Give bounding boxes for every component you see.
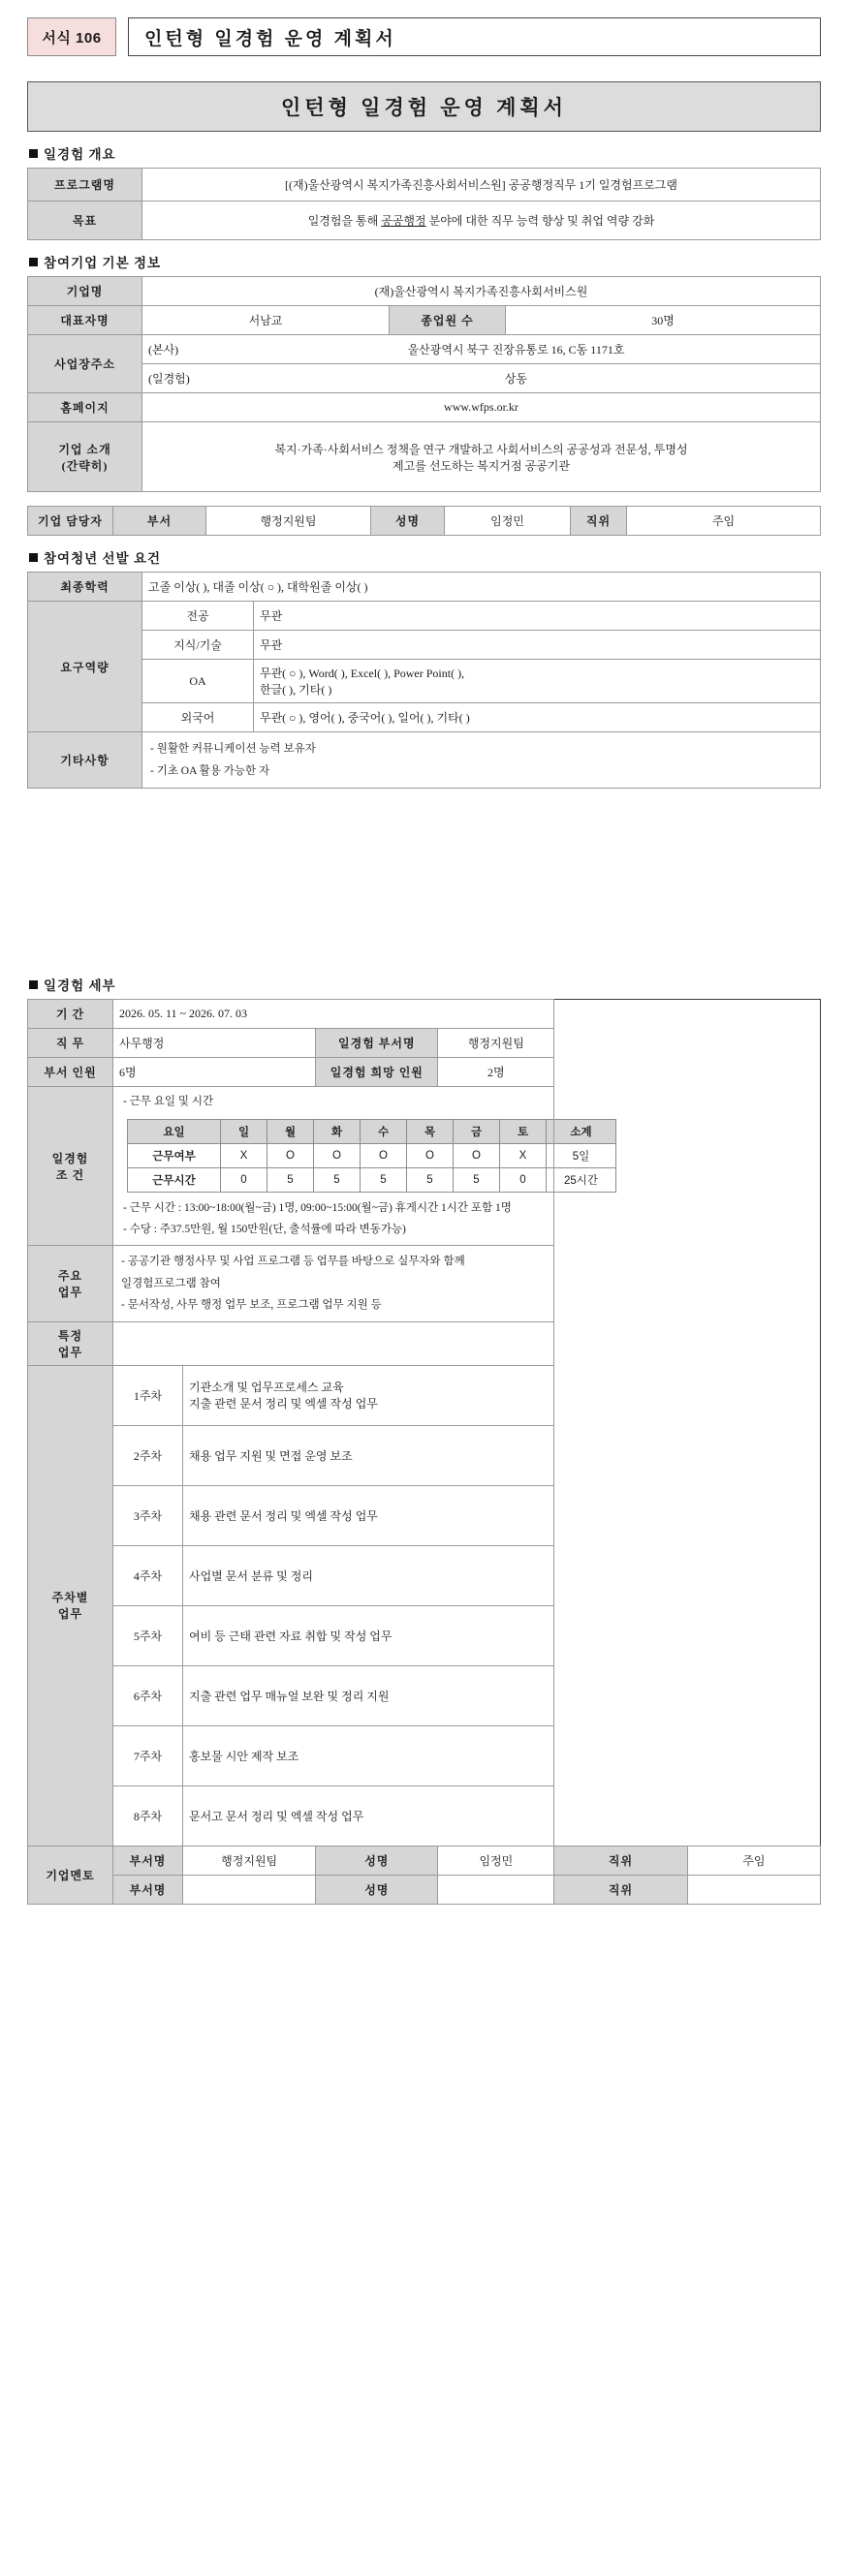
table-row [128, 1119, 616, 1143]
goal-prefix: 일경험을 통해 [307, 214, 379, 228]
conditions-note-2: - 수당 : 주37.5만원, 월 150만원(단, 출석률에 따라 변동가능) [123, 1223, 406, 1235]
desired-headcount-value: 2명 [438, 1058, 554, 1087]
conditions-label-line1: 일경험 [51, 1151, 89, 1165]
table-row [28, 1725, 821, 1785]
mentor-rank-value [687, 1875, 820, 1904]
schedule-header-day: 금 [454, 1119, 500, 1143]
conditions-label-line2: 조 건 [55, 1167, 85, 1182]
period-value: 2026. 05. 11 ~ 2026. 07. 03 [113, 1000, 554, 1029]
employee-count-label: 종업원 수 [390, 306, 506, 335]
language-value: 무관( ○ ), 영어( ), 중국어( ), 일어( ), 기타( ) [254, 703, 821, 732]
schedule-hours-cell: 0 [500, 1167, 547, 1192]
schedule-attendance-cell: O [407, 1143, 454, 1167]
schedule-hours-cell: 5 [361, 1167, 407, 1192]
company-intro-label-line1: 기업 소개 [58, 442, 111, 456]
schedule-header-day: 토 [500, 1119, 547, 1143]
address-site-value: 상동 [504, 372, 528, 386]
education-label: 최종학력 [28, 573, 142, 602]
weekly-task-label [28, 1365, 113, 1846]
table-row [28, 631, 821, 660]
table-row [28, 1875, 821, 1904]
period-label: 기 간 [28, 1000, 113, 1029]
schedule-header-day: 화 [314, 1119, 361, 1143]
weekly-task-line: 홍보물 시안 제작 보조 [189, 1749, 299, 1763]
mentor-rank-value: 주임 [687, 1846, 820, 1875]
weekly-task-description [183, 1725, 554, 1785]
schedule-hours-total: 25시간 [547, 1167, 616, 1192]
dept-headcount-label: 부서 인원 [28, 1058, 113, 1087]
section-heading-youth [29, 547, 821, 567]
table-row [28, 422, 821, 492]
company-info-table [27, 276, 821, 492]
oa-line2: 한글( ), 기타( ) [260, 683, 332, 697]
schedule-header-day: 수 [361, 1119, 407, 1143]
address-hq-label: (본사) [148, 343, 179, 357]
table-row [128, 1143, 616, 1167]
document-header [27, 17, 821, 56]
table-row [28, 202, 821, 240]
knowledge-value: 무관 [254, 631, 821, 660]
page-title: 인턴형 일경험 운영 계획서 [27, 81, 821, 132]
weekly-task-description [183, 1605, 554, 1665]
goal-suffix: 분야에 대한 직무 능력 향상 및 취업 역량 강화 [428, 214, 655, 228]
section-heading-company [29, 252, 821, 271]
special-task-label [28, 1321, 113, 1365]
contact-name-value: 임정민 [445, 507, 571, 536]
experience-dept-value: 행정지원팀 [438, 1029, 554, 1058]
table-row [28, 602, 821, 631]
weekly-task-line: 지출 관련 문서 정리 및 엑셀 작성 업무 [189, 1397, 378, 1412]
weekly-task-description [183, 1485, 554, 1545]
workplace-address-site [142, 364, 821, 393]
oa-line1: 무관( ○ ), Word( ), Excel( ), Power Point( ), [260, 667, 465, 680]
table-row [28, 573, 821, 602]
special-task-label-line2: 업무 [57, 1345, 83, 1359]
schedule-row-attendance-label: 근무여부 [128, 1143, 221, 1167]
table-row [28, 306, 821, 335]
schedule-attendance-cell: O [454, 1143, 500, 1167]
conditions-label [28, 1087, 113, 1246]
weekly-task-week: 7주차 [113, 1725, 183, 1785]
contact-rank-value: 주임 [627, 507, 821, 536]
schedule-attendance-cell: O [267, 1143, 314, 1167]
schedule-hours-cell: 5 [267, 1167, 314, 1192]
weekly-task-line: 사업별 문서 분류 및 정리 [189, 1568, 313, 1583]
table-row [28, 1485, 821, 1545]
table-row [28, 1605, 821, 1665]
etc-value [142, 732, 821, 789]
square-bullet-icon [29, 980, 38, 989]
schedule-hours-cell: 5 [407, 1167, 454, 1192]
table-row [28, 732, 821, 789]
main-task-line2: 일경험프로그램 참여 [121, 1277, 221, 1289]
language-label: 외국어 [142, 703, 254, 732]
experience-detail-table [27, 999, 821, 1905]
homepage-label: 홈페이지 [28, 393, 142, 422]
weekly-task-description [183, 1665, 554, 1725]
ceo-name-label: 대표자명 [28, 306, 142, 335]
conditions-value [113, 1087, 598, 1246]
document-header-title: 인턴형 일경험 운영 계획서 [128, 17, 821, 56]
table-row [28, 1246, 821, 1321]
weekly-task-line: 지출 관련 업무 매뉴얼 보완 및 정리 지원 [189, 1689, 390, 1703]
oa-value [254, 660, 821, 703]
job-value: 사무행정 [113, 1029, 316, 1058]
company-intro-label-line2: (간략히) [61, 458, 109, 473]
company-intro-label [28, 422, 142, 492]
company-intro-line1: 복지·가족·사회서비스 정책을 연구 개발하고 사회서비스의 공공성과 전문성, 투명성 [274, 442, 688, 456]
mentor-name-label: 성명 [316, 1875, 438, 1904]
table-row [28, 393, 821, 422]
table-row [28, 169, 821, 202]
main-task-value [113, 1246, 554, 1321]
oa-label: OA [142, 660, 254, 703]
goal-underlined-field: 공공행정 [381, 214, 426, 228]
main-task-line1: - 공공기관 행정사무 및 사업 프로그램 등 업무를 바탕으로 실무자와 함께 [121, 1256, 465, 1268]
homepage-value: www.wfps.or.kr [142, 393, 821, 422]
square-bullet-icon [29, 258, 38, 266]
table-row [28, 660, 821, 703]
table-row [28, 507, 821, 536]
section-heading-overview [29, 143, 821, 163]
weekly-schedule-table [127, 1119, 616, 1193]
etc-line2: - 기초 OA 활용 가능한 자 [150, 764, 270, 777]
mentor-name-value [438, 1875, 554, 1904]
weekly-task-description [183, 1785, 554, 1846]
schedule-hours-cell: 5 [454, 1167, 500, 1192]
weekly-task-line: 여비 등 근태 관련 자료 취합 및 작성 업무 [189, 1629, 393, 1643]
table-row [28, 1000, 821, 1029]
goal-label: 목표 [28, 202, 142, 240]
mentor-dept-label: 부서명 [113, 1875, 183, 1904]
etc-label: 기타사항 [28, 732, 142, 789]
company-intro-value [142, 422, 821, 492]
weekly-task-week: 4주차 [113, 1545, 183, 1605]
knowledge-label: 지식/기술 [142, 631, 254, 660]
special-task-label-line1: 특정 [57, 1328, 83, 1343]
mentor-name-label: 성명 [316, 1846, 438, 1875]
table-row [28, 1545, 821, 1605]
weekly-task-week: 8주차 [113, 1785, 183, 1846]
contact-person-label: 기업 담당자 [28, 507, 113, 536]
company-name-label: 기업명 [28, 277, 142, 306]
square-bullet-icon [29, 149, 38, 158]
mentor-rank-label: 직위 [554, 1875, 687, 1904]
contact-name-label: 성명 [371, 507, 445, 536]
company-contact-table [27, 506, 821, 536]
weekly-task-description [183, 1365, 554, 1425]
table-row [28, 277, 821, 306]
schedule-hours-cell: 0 [221, 1167, 267, 1192]
square-bullet-icon [29, 553, 38, 562]
major-label: 전공 [142, 602, 254, 631]
ceo-name-value: 서남교 [142, 306, 390, 335]
schedule-attendance-total: 5일 [547, 1143, 616, 1167]
weekly-task-label-line1: 주차별 [51, 1591, 89, 1605]
section-heading-detail-label: 일경험 세부 [44, 978, 116, 993]
overview-table [27, 168, 821, 240]
weekly-task-week: 1주차 [113, 1365, 183, 1425]
major-value: 무관 [254, 602, 821, 631]
weekly-task-week: 2주차 [113, 1425, 183, 1485]
competency-label: 요구역량 [28, 602, 142, 732]
table-row [28, 1425, 821, 1485]
contact-rank-label: 직위 [571, 507, 627, 536]
table-row [28, 1365, 821, 1425]
company-name-value: (재)울산광역시 복지가족진흥사회서비스원 [142, 277, 821, 306]
schedule-attendance-cell: O [361, 1143, 407, 1167]
schedule-header-dayname: 요일 [128, 1119, 221, 1143]
weekly-task-week: 5주차 [113, 1605, 183, 1665]
table-row [28, 703, 821, 732]
table-row [28, 364, 821, 393]
education-value: 고졸 이상( ), 대졸 이상( ○ ), 대학원졸 이상( ) [142, 573, 821, 602]
form-number-badge: 서식 106 [27, 17, 116, 56]
page-break-gap [27, 789, 821, 963]
weekly-task-line: 채용 관련 문서 정리 및 엑셀 작성 업무 [189, 1508, 378, 1523]
table-row [28, 1846, 821, 1875]
table-row [28, 1785, 821, 1846]
workplace-address-label: 사업장주소 [28, 335, 142, 393]
mentor-name-value: 임정민 [438, 1846, 554, 1875]
program-name-value: [(재)울산광역시 복지가족진흥사회서비스원] 공공행정직무 1기 일경험프로그램 [142, 169, 821, 202]
job-label: 직 무 [28, 1029, 113, 1058]
address-site-label: (일경험) [148, 372, 190, 386]
main-task-line3: - 문서작성, 사무 행정 업무 보조, 프로그램 업무 지원 등 [121, 1299, 382, 1312]
workplace-address-hq [142, 335, 821, 364]
mentor-rank-label: 직위 [554, 1846, 687, 1875]
spacer [27, 492, 821, 506]
weekly-task-line: 채용 업무 지원 및 면접 운영 보조 [189, 1448, 353, 1463]
section-heading-youth-label: 참여청년 선발 요건 [44, 551, 162, 566]
program-name-label: 프로그램명 [28, 169, 142, 202]
experience-dept-label: 일경험 부서명 [316, 1029, 438, 1058]
conditions-note-1: - 근무 시간 : 13:00~18:00(월~금) 1명, 09:00~15:00(월~금) 휴게시간 1시간 포함 1명 [123, 1201, 512, 1214]
mentor-dept-value [183, 1875, 316, 1904]
schedule-row-hours-label: 근무시간 [128, 1167, 221, 1192]
weekly-task-description [183, 1425, 554, 1485]
dept-headcount-value: 6명 [113, 1058, 316, 1087]
schedule-attendance-cell: X [221, 1143, 267, 1167]
table-row [28, 1058, 821, 1087]
main-task-label-line2: 업무 [57, 1286, 83, 1300]
weekly-task-week: 6주차 [113, 1665, 183, 1725]
main-task-label-line1: 주요 [57, 1269, 83, 1284]
main-task-label [28, 1246, 113, 1321]
schedule-header-day: 목 [407, 1119, 454, 1143]
table-row [28, 1087, 821, 1246]
goal-value [142, 202, 821, 240]
schedule-header-total: 소계 [547, 1119, 616, 1143]
weekly-task-line: 기관소개 및 업무프로세스 교육 [189, 1381, 344, 1395]
employee-count-value: 30명 [506, 306, 821, 335]
company-intro-line2: 제고를 선도하는 복지거점 공공기관 [393, 458, 570, 473]
youth-requirements-table [27, 572, 821, 789]
mentor-dept-label: 부서명 [113, 1846, 183, 1875]
weekly-task-description [183, 1545, 554, 1605]
schedule-hours-cell: 5 [314, 1167, 361, 1192]
schedule-header-day: 일 [221, 1119, 267, 1143]
section-heading-company-label: 참여기업 기본 정보 [44, 256, 162, 270]
table-row [28, 1665, 821, 1725]
schedule-header-day: 월 [267, 1119, 314, 1143]
section-heading-detail [29, 975, 821, 994]
contact-dept-value: 행정지원팀 [206, 507, 371, 536]
mentor-dept-value: 행정지원팀 [183, 1846, 316, 1875]
table-row [28, 335, 821, 364]
conditions-intro: - 근무 요일 및 시간 [123, 1096, 214, 1107]
mentor-label: 기업멘토 [28, 1846, 113, 1904]
weekly-task-label-line2: 업무 [57, 1607, 83, 1622]
schedule-attendance-cell: X [500, 1143, 547, 1167]
table-row [28, 1029, 821, 1058]
section-heading-overview-label: 일경험 개요 [44, 147, 116, 162]
address-hq-value: 울산광역시 북구 진장유통로 16, C동 1171호 [407, 343, 625, 357]
desired-headcount-label: 일경험 희망 인원 [316, 1058, 438, 1087]
table-row [128, 1167, 616, 1192]
table-row [28, 1321, 821, 1365]
special-task-value [113, 1321, 554, 1365]
weekly-task-week: 3주차 [113, 1485, 183, 1545]
schedule-attendance-cell: O [314, 1143, 361, 1167]
contact-dept-label: 부서 [113, 507, 206, 536]
weekly-task-line: 문서고 문서 정리 및 엑셀 작성 업무 [189, 1809, 364, 1823]
etc-line1: - 원활한 커뮤니케이션 능력 보유자 [150, 743, 316, 756]
